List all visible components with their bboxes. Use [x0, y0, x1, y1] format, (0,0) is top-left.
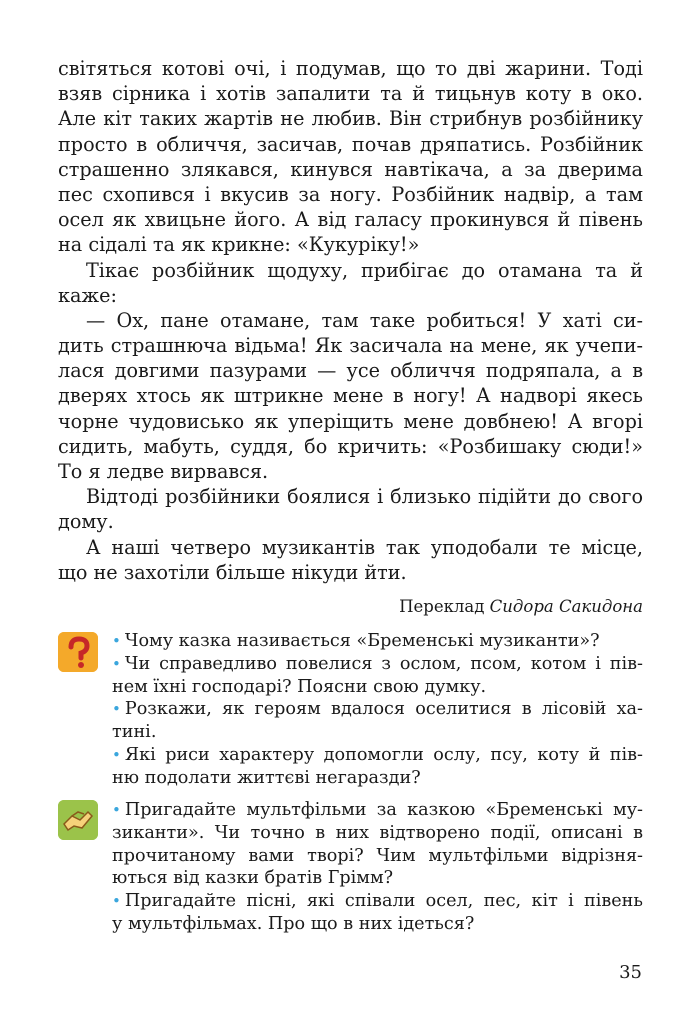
- question-item-cont: тині.: [112, 722, 157, 743]
- question-item-cont: нем їхні господарі? Поясни свою думку.: [112, 676, 487, 697]
- translator-name: Сидора Сакидона: [489, 596, 643, 616]
- task-item-cont: прочитаному вами творі? Чим мультфільми відрізня-: [112, 845, 643, 866]
- bullet-icon: •: [112, 632, 121, 650]
- page-number: 35: [619, 962, 642, 983]
- bullet-icon: •: [112, 654, 121, 673]
- tasks-list: [58, 799, 643, 936]
- text-line: взяв сірника і хотів запалити та й тицьнув коту в око.: [58, 82, 643, 106]
- text-line: дверях хтось як штрикне мене в ногу! А надворі якесь: [58, 384, 643, 408]
- bullet-icon: •: [112, 892, 121, 911]
- text-line: чорне чудовисько як уперіщить мене довбнею! А вгорі: [58, 409, 643, 433]
- text-line: каже:: [58, 283, 117, 307]
- question-item: • Чи справедливо повелися з ослом, псом, котом і пів-: [112, 653, 643, 674]
- text-line: А наші четверо музикантів так уподобали те місце,: [86, 535, 643, 559]
- text-line: осел як хвицьне його. А від галасу прокинувся й півень: [58, 208, 643, 232]
- text-line: Тікає розбійник щодуху, прибігає до отамана та й: [86, 258, 643, 282]
- question-item-cont: ню подолати життєві негаразди?: [112, 767, 421, 788]
- bullet-icon: •: [112, 700, 121, 719]
- text-line: що не захотіли більше нікуди йти.: [58, 560, 407, 584]
- text-line: лася довгими пазурами — усе обличчя подряпала, а в: [58, 359, 643, 383]
- task-item: • Пригадайте пісні, які співали осел, пес, кіт і півень: [112, 891, 643, 912]
- story-text: [58, 56, 643, 619]
- translation-credit: [58, 595, 643, 619]
- task-item-cont: зиканти». Чи точно в них відтворено події, описані в: [112, 822, 643, 843]
- text-line: То я ледве вирвався.: [58, 460, 269, 483]
- question-item: • Розкажи, як героям вдалося оселитися в лісовій ха-: [112, 699, 643, 720]
- task-item-cont: у мультфільмах. Про що в них ідеться?: [112, 913, 475, 934]
- questions-list: [58, 630, 643, 790]
- task-item-cont: ються від казки братів Грімм?: [112, 868, 394, 889]
- text-line: дить страшнюча відьма! Як засичала на мене, як учепи-: [58, 334, 643, 358]
- bullet-icon: •: [112, 745, 121, 764]
- text-line: — Ох, пане отамане, там таке робиться! У хаті си-: [86, 308, 643, 332]
- text-line: Відтоді розбійники боялися і близько підійти до свого: [86, 485, 643, 509]
- credit-prefix: Переклад: [399, 596, 485, 616]
- task-item: • Пригадайте мультфільми за казкою «Бременські му-: [112, 800, 643, 820]
- text-line: просто в обличчя, засичав, почав дряпатись. Розбійник: [58, 132, 643, 156]
- text-line: страшенно злякався, кинувся навтікача, а за дверима: [58, 157, 643, 181]
- text-line: сидить, мабуть, суддя, бо кричить: «Розбишаку сюди!»: [58, 434, 643, 458]
- text-line: Але кіт таких жартів не любив. Він стрибнув розбійнику: [58, 107, 643, 131]
- text-line: пес схопився і вкусив за ногу. Розбійник надвір, а там: [58, 182, 643, 206]
- question-item: • Які риси характеру допомогли ослу, псу, коту й пів-: [112, 744, 643, 765]
- text-line: на сідалі та як крикне: «Кукуріку!»: [58, 233, 420, 257]
- question-item: • Чому казка називається «Бременські музиканти»?: [112, 631, 600, 651]
- bullet-icon: •: [112, 801, 121, 819]
- text-line: світяться котові очі, і подумав, що то дві жарини. Тоді: [58, 57, 643, 80]
- text-line: дому.: [58, 510, 114, 534]
